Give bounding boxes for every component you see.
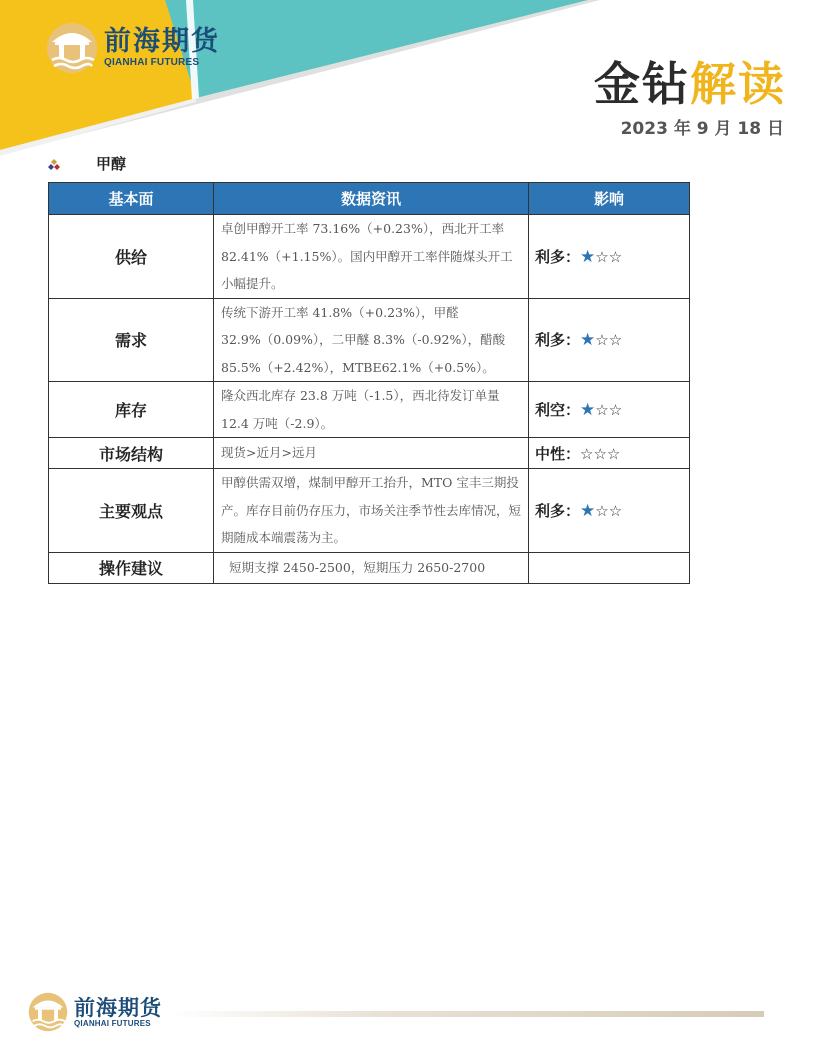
qianhai-logo-icon [28,992,68,1032]
row-impact [529,552,690,583]
row-category: 供给 [49,215,214,299]
row-info: 现货>近月>远月 [214,438,529,469]
table-header-row [49,183,690,215]
filled-star-icon: ★ [580,500,596,521]
report-title [594,48,786,114]
row-info: 短期支撑 2450-2500，短期压力 2650-2700 [214,552,529,583]
filled-star-icon: ★ [580,246,596,267]
impact-label: 利空： [535,401,581,419]
row-impact [529,215,690,299]
row-impact [529,382,690,438]
row-category: 操作建议 [49,552,214,583]
empty-star-icon: ☆ [608,401,623,419]
empty-star-icon: ☆ [595,331,609,350]
column-header-data-info: 数据资讯 [214,183,529,215]
empty-star-icon: ☆ [593,444,607,463]
table-row [49,438,690,469]
filled-star-icon: ★ [580,330,596,351]
empty-star-icon: ☆ [608,501,623,520]
section-heading [48,153,126,174]
report-date: 2023 年 9 月 18 日 [620,119,784,139]
row-info: 甲醇供需双增，煤制甲醇开工抬升，MTO 宝丰三期投产。库存目前仍存压力，市场关注季节性去库情况，短期随成本端震荡为主。 [214,469,529,553]
impact-label: 利多： [535,501,581,520]
empty-star-icon: ☆ [595,401,609,419]
row-info: 传统下游开工率 41.8%（+0.23%），甲醛 32.9%（0.09%），二甲醚 8.3%（-0.92%），醋酸 85.5%（+2.42%），MTBE62.1%（+0.5%）。 [214,298,529,382]
table-row [49,552,690,583]
impact-stars [580,331,622,349]
empty-star-icon: ☆ [595,247,609,266]
table-row [49,298,690,382]
empty-star-icon: ☆ [606,444,621,463]
fundamentals-table [48,182,690,584]
qianhai-logo-icon [46,22,98,74]
filled-star-icon: ★ [580,400,596,420]
empty-star-icon: ☆ [608,331,623,350]
logo-chinese-name: 前海期货 [104,26,220,57]
row-category: 库存 [49,382,214,438]
footer-logo-chinese-name: 前海期货 [74,994,162,1020]
table-row [49,469,690,553]
impact-label: 利多： [535,247,581,266]
empty-star-icon: ☆ [580,444,594,463]
footer-divider [168,1011,764,1017]
impact-stars [580,248,622,266]
table-row [49,215,690,299]
row-info: 隆众西北库存 23.8 万吨（-1.5），西北待发订单量 12.4 万吨（-2.9）。 [214,382,529,438]
empty-star-icon: ☆ [608,247,623,266]
impact-label: 利多： [535,331,581,350]
row-info: 卓创甲醇开工率 73.16%（+0.23%），西北开工率 82.41%（+1.15%）。国内甲醇开工率伴随煤头开工小幅提升。 [214,215,529,299]
impact-stars [580,502,622,520]
row-impact [529,469,690,553]
logo-english-name: QIANHAI FUTURES [104,57,200,68]
column-header-impact: 影响 [529,183,690,215]
report-title-part2: 解读 [690,57,786,111]
footer-logo-english-name: QIANHAI FUTURES [74,1018,151,1028]
row-category: 需求 [49,298,214,382]
row-category: 市场结构 [49,438,214,469]
impact-label: 中性： [535,444,581,463]
empty-star-icon: ☆ [595,501,609,520]
impact-stars [580,401,622,419]
diamond-bullet-icon [48,158,60,170]
table-row [49,382,690,438]
row-category: 主要观点 [49,469,214,553]
row-impact [529,298,690,382]
section-title: 甲醇 [96,155,127,173]
row-impact [529,438,690,469]
column-header-fundamentals: 基本面 [49,183,214,215]
report-title-part1: 金钻 [594,57,690,111]
company-logo [46,22,220,74]
footer-logo [28,992,162,1032]
impact-stars [580,445,620,463]
